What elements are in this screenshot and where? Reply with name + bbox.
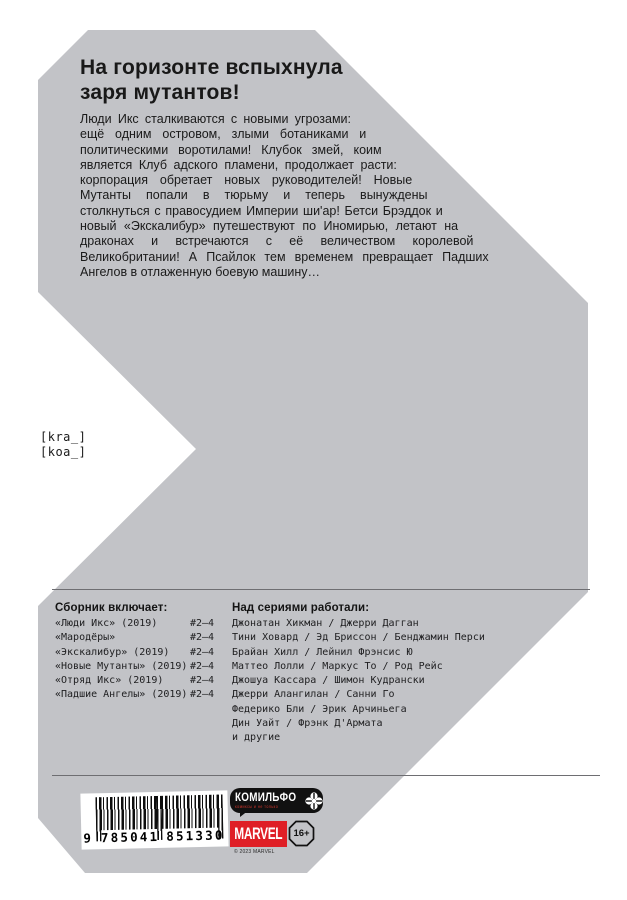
print-code-line2: [koa_]: [40, 444, 87, 459]
credits-header: Над сериями работали:: [232, 602, 370, 614]
divider-line-bottom: [52, 775, 600, 776]
contents-list: [55, 602, 225, 703]
publisher-tagline: комиксы и не только: [235, 804, 279, 809]
contents-item: [55, 674, 225, 688]
publisher-logo-text: [235, 792, 296, 809]
blurb-title-line1: На горизонте вспыхнула: [80, 56, 343, 79]
credits-line: Джонатан Хикман / Джерри Дагган: [232, 618, 419, 629]
credits-line: Джерри Алангилан / Санни Го: [232, 689, 395, 701]
print-code: [40, 430, 86, 459]
blurb-title-line2: заря мутантов!: [80, 81, 240, 104]
credits-line: Тини Ховард / Эд Бриссон / Бенджамин Перси: [232, 632, 485, 644]
credits-line: Федерико Бли / Эрик Арчиньега: [232, 703, 407, 715]
barcode-digit-leading: 9: [83, 830, 92, 846]
series-title: «Падшие Ангелы» (2019): [55, 689, 188, 701]
barcode-digits: [83, 827, 226, 845]
series-title: «Мародёры»: [55, 632, 116, 644]
contents-item: [55, 631, 225, 645]
series-issues: #2–4: [190, 675, 215, 687]
series-issues: #2–4: [190, 632, 215, 644]
publisher-name: КОМИЛЬФО: [235, 792, 297, 804]
contents-item: [55, 646, 225, 660]
series-title: «Экскалибур» (2019): [55, 646, 170, 658]
blurb-paragraph: [80, 112, 555, 292]
marvel-logo-text: MARVEL: [234, 824, 283, 843]
series-issues: #2–4: [190, 660, 215, 672]
credits-line: Маттео Лолли / Маркус То / Род Рейс: [232, 660, 443, 672]
credits-line: и другие: [232, 732, 281, 744]
series-issues: #2–4: [190, 689, 215, 701]
series-issues: #2–4: [190, 618, 215, 629]
divider-line-top: [52, 589, 590, 590]
contents-item: [55, 688, 225, 702]
credits-list: [232, 602, 522, 746]
print-code-line1: [kra_]: [40, 430, 87, 444]
blurb-paragraph-text: Люди Икс сталкиваются с новыми угрозами: ещё одним островом, злыми ботаниками и политическими воротилами! Клубок змей, коим является Клуб адского пламени, продолжает расти: корпорация обретает новых руководителей! Новые Мутанты попали в тюрьму и теперь вынуждены столкнуться с правосудием Империи ши'ар! Бетси Брэддок и новый «Экскалибур» путешествуют по Иномирью, летают на драконах и встречаются с её величеством королевой Великобритании! А Псайлок тем временем превращает Падших Ангелов в отлаженную боевую машину…: [80, 112, 489, 279]
credits-line: Дин Уайт / Фрэнк Д'Армата: [232, 718, 383, 730]
barcode-digit-group1: 785041: [100, 828, 160, 846]
series-title: «Люди Икс» (2019): [55, 618, 158, 629]
age-rating-badge: [288, 820, 315, 847]
marvel-copyright: © 2023 MARVEL: [234, 849, 275, 855]
series-issues: #2–4: [190, 646, 215, 658]
series-title: «Новые Мутанты» (2019): [55, 660, 188, 672]
publisher-logo-bubble-tail: [240, 810, 249, 817]
clover-icon: [304, 791, 324, 811]
contents-item: [55, 660, 225, 674]
age-rating-value: 16+: [293, 828, 310, 839]
credits-line: Брайан Хилл / Лейнил Фрэнсис Ю: [232, 646, 413, 658]
series-title: «Отряд Икс» (2019): [55, 675, 164, 687]
contents-item: [55, 617, 225, 631]
isbn-barcode: [80, 790, 228, 849]
contents-header: Сборник включает:: [55, 602, 168, 614]
marvel-logo: [230, 821, 287, 847]
barcode-digit-group2: 851330: [166, 827, 225, 844]
blurb-title: [80, 55, 500, 105]
credits-line: Джошуа Кассара / Шимон Кудрански: [232, 675, 425, 687]
